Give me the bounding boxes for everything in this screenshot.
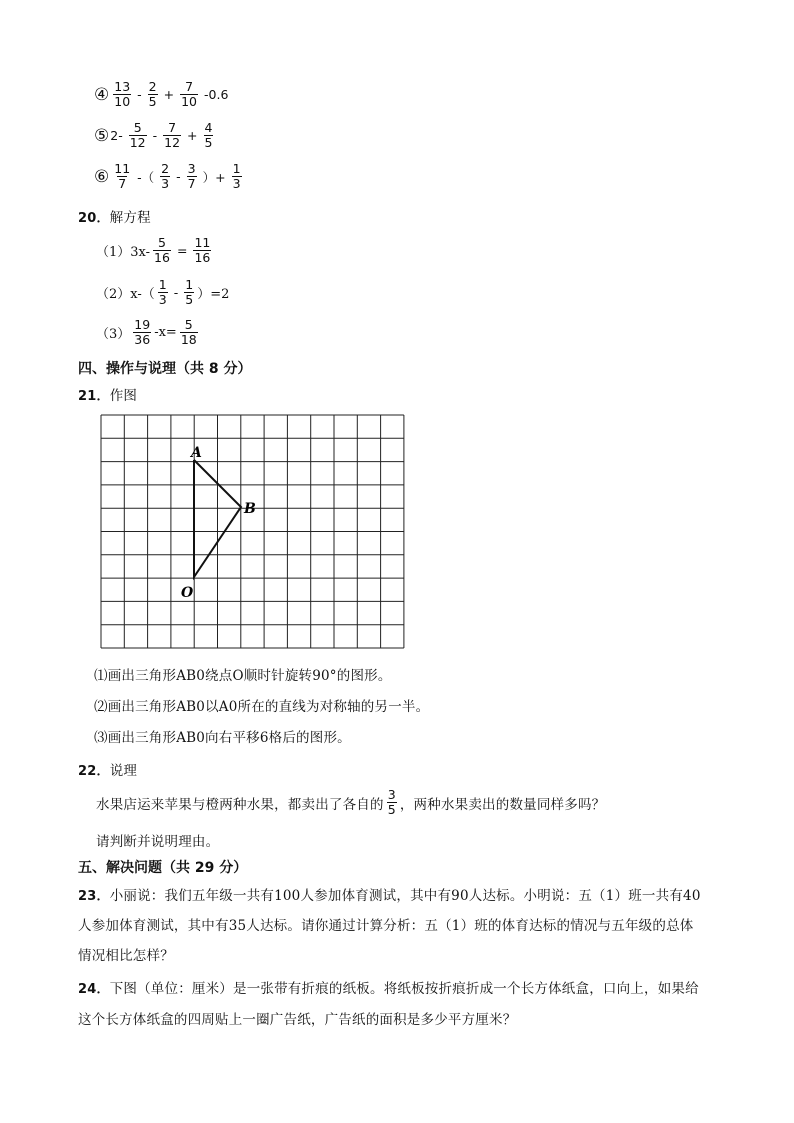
calc-item-4: ④ $\frac{13}{10}$ - $\frac{2}{5}$ + $\frac{7}{10}$ -0.6 <box>94 79 229 109</box>
fraction: $\frac{1}{3}$ <box>158 277 167 307</box>
fraction: $\frac{3}{5}$ <box>387 787 396 817</box>
question-23-line3: 情况相比怎样？ <box>78 948 174 964</box>
fraction: $\frac{3}{7}$ <box>187 161 196 191</box>
label-a: A <box>191 445 202 461</box>
task-2: ⑵画出三角形AB0以A0所在的直线为对称轴的另一半。 <box>94 699 430 715</box>
calc-item-5: ⑤ 2- $\frac{5}{12}$ - $\frac{7}{12}$ + $\frac{4}{5}$ <box>94 120 213 150</box>
section-5-heading: 五、解决问题（共 29 分） <box>78 860 248 876</box>
grid-lines <box>101 415 404 648</box>
task-3: ⑶画出三角形AB0向右平移6格后的图形。 <box>94 730 351 746</box>
grid-figure <box>100 414 406 650</box>
fraction: $\frac{1}{3}$ <box>232 161 241 191</box>
fraction: $\frac{11}{7}$ <box>114 161 131 191</box>
section-4-heading: 四、操作与说理（共 8 分） <box>78 361 252 377</box>
fraction: $\frac{7}{12}$ <box>164 120 181 150</box>
fraction: $\frac{19}{36}$ <box>134 317 151 347</box>
question-23-line2: 人参加体育测试，其中有35人达标。请你通过计算分析：五（1）班的体育达标的情况与五年级的总体 <box>78 918 694 934</box>
question-24-line2: 这个长方体纸盒的四周贴上一圈广告纸，广告纸的面积是多少平方厘米？ <box>78 1012 517 1028</box>
fraction: $\frac{5}{12}$ <box>129 120 146 150</box>
item-mark: ④ <box>94 84 110 105</box>
question-22-title: 22． 说理 <box>78 763 138 779</box>
question-20-title: 20． 解方程 <box>78 210 151 226</box>
question-24-line1: 24． 下图（单位：厘米）是一张带有折痕的纸板。将纸板按折痕折成一个长方体纸盒，口向上，如果给 <box>78 981 699 997</box>
fraction: $\frac{5}{16}$ <box>154 235 170 265</box>
question-23-line1: 23． 小丽说：我们五年级一共有100人参加体育测试，其中有90人达标。小明说：五（1）班一共有40 <box>78 888 701 904</box>
equation-2: （2）x-（ $\frac{1}{3}$ - $\frac{1}{5}$ ）=2 <box>96 277 230 307</box>
fraction: $\frac{13}{10}$ <box>114 79 131 109</box>
item-mark: ⑤ <box>94 125 110 146</box>
fraction: $\frac{4}{5}$ <box>204 120 213 150</box>
question-21-title: 21． 作图 <box>78 388 138 404</box>
fraction: $\frac{7}{10}$ <box>181 79 198 109</box>
label-b: B <box>244 501 256 517</box>
fraction: $\frac{2}{3}$ <box>161 161 170 191</box>
question-22-text: 水果店运来苹果与橙两种水果，都卖出了各自的 $\frac{3}{5}$ ，两种水果卖出的数量同样多吗？ <box>96 787 606 817</box>
fraction: $\frac{11}{16}$ <box>194 235 211 265</box>
equation-3: （3） $\frac{19}{36}$ -x= $\frac{5}{18}$ <box>96 317 197 347</box>
fraction: $\frac{2}{5}$ <box>148 79 157 109</box>
fraction: $\frac{1}{5}$ <box>185 277 194 307</box>
label-o: O <box>181 585 194 601</box>
fraction: $\frac{5}{18}$ <box>180 317 197 347</box>
task-1: ⑴画出三角形AB0绕点O顺时针旋转90°的图形。 <box>94 668 392 684</box>
equation-1: （1）3x- $\frac{5}{16}$ = $\frac{11}{16}$ <box>96 235 211 265</box>
calc-item-6: ⑥ $\frac{11}{7}$ -（ $\frac{2}{3}$ - $\frac{3}{7}$ ）+ $\frac{1}{3}$ <box>94 161 241 191</box>
question-22-line2: 请判断并说明理由。 <box>96 834 220 850</box>
item-mark: ⑥ <box>94 166 110 187</box>
